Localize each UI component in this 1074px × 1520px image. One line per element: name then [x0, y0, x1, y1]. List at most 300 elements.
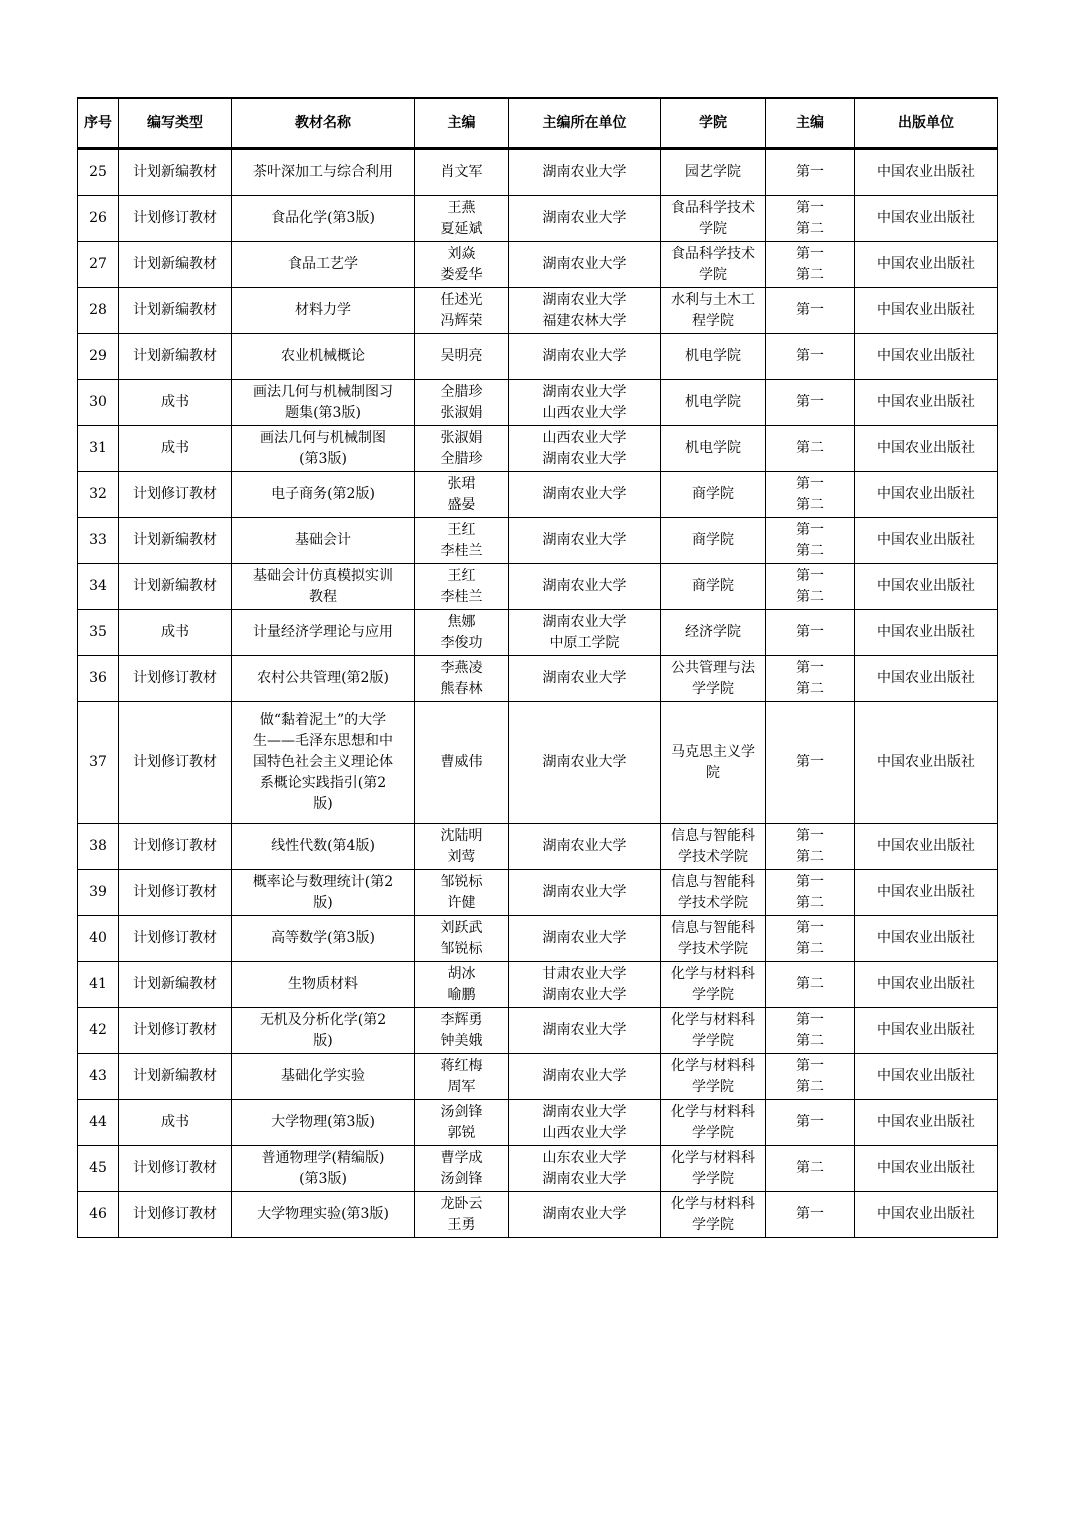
cell-title-line: 画法几何与机械制图习 — [253, 383, 393, 400]
cell-college — [661, 1054, 766, 1100]
cell-college — [661, 1008, 766, 1054]
cell-college — [661, 916, 766, 962]
cell-no: 33 — [78, 518, 119, 564]
cell-college-line: 水利与土木工 — [671, 291, 755, 308]
cell-title-line: 基础会计 — [295, 532, 351, 548]
table-row — [78, 472, 998, 518]
cell-units-line: 湖南农业大学 — [542, 486, 627, 502]
cell-publisher: 中国农业出版社 — [855, 656, 998, 702]
cell-units-line: 湖南农业大学 — [542, 383, 627, 400]
cell-rank-line: 第一 — [796, 873, 824, 890]
cell-editors-line: 全腊珍 — [440, 383, 483, 400]
cell-units — [509, 518, 661, 564]
cell-editors-line: 夏延斌 — [440, 220, 483, 237]
cell-units — [509, 656, 661, 702]
cell-type: 成书 — [119, 610, 232, 656]
table-row — [78, 426, 998, 472]
cell-type: 计划修订教材 — [119, 1192, 232, 1238]
cell-rank-line: 第一 — [796, 245, 824, 262]
cell-no: 29 — [78, 334, 119, 380]
cell-type: 计划新编教材 — [119, 242, 232, 288]
cell-units — [509, 288, 661, 334]
cell-units-line: 湖南农业大学 — [542, 930, 627, 946]
cell-no: 31 — [78, 426, 119, 472]
cell-units-line: 湖南农业大学 — [542, 164, 627, 180]
cell-type: 计划新编教材 — [119, 334, 232, 380]
cell-college-line: 学学院 — [692, 986, 734, 1003]
cell-publisher: 中国农业出版社 — [855, 334, 998, 380]
cell-rank — [766, 962, 855, 1008]
cell-rank-line: 第一 — [796, 754, 824, 770]
cell-college-line: 园艺学院 — [685, 164, 741, 180]
cell-type: 成书 — [119, 380, 232, 426]
cell-college — [661, 1100, 766, 1146]
cell-editors-line: 盛晏 — [447, 496, 476, 513]
cell-college-line: 化学与材料科 — [671, 1103, 755, 1120]
cell-rank — [766, 564, 855, 610]
cell-units — [509, 916, 661, 962]
cell-title — [232, 610, 415, 656]
cell-editors — [415, 426, 509, 472]
table-row — [78, 702, 998, 824]
cell-rank — [766, 1146, 855, 1192]
cell-editors-line: 郭锐 — [447, 1124, 476, 1141]
cell-type: 计划新编教材 — [119, 288, 232, 334]
cell-rank-line: 第一 — [796, 827, 824, 844]
cell-rank-line: 第二 — [796, 266, 824, 283]
cell-college — [661, 702, 766, 824]
textbook-table — [77, 97, 998, 1238]
cell-editors-line: 李桂兰 — [440, 588, 483, 605]
cell-editors-line: 熊春林 — [440, 680, 483, 697]
cell-rank — [766, 656, 855, 702]
cell-units-line: 山西农业大学 — [542, 404, 627, 421]
cell-editors — [415, 1100, 509, 1146]
cell-no: 44 — [78, 1100, 119, 1146]
table-row — [78, 564, 998, 610]
cell-college-line: 商学院 — [692, 532, 734, 548]
cell-editors-line: 全腊珍 — [440, 450, 483, 467]
cell-rank — [766, 518, 855, 564]
cell-title — [232, 1100, 415, 1146]
cell-college — [661, 472, 766, 518]
cell-college — [661, 962, 766, 1008]
cell-editors-line: 吴明亮 — [440, 348, 483, 364]
cell-editors — [415, 149, 509, 196]
cell-publisher: 中国农业出版社 — [855, 518, 998, 564]
cell-publisher: 中国农业出版社 — [855, 1192, 998, 1238]
cell-college — [661, 380, 766, 426]
cell-title-line: 大学物理(第3版) — [271, 1114, 375, 1130]
cell-no: 37 — [78, 702, 119, 824]
cell-no: 28 — [78, 288, 119, 334]
cell-editors-line: 沈陆明 — [440, 827, 483, 844]
cell-no: 41 — [78, 962, 119, 1008]
cell-publisher: 中国农业出版社 — [855, 824, 998, 870]
cell-editors-line: 刘莺 — [447, 848, 476, 865]
cell-editors-line: 汤剑锋 — [440, 1170, 483, 1187]
cell-rank-line: 第一 — [796, 919, 824, 936]
cell-title-line: 生物质材料 — [288, 976, 358, 992]
cell-units-line: 山东农业大学 — [542, 1149, 627, 1166]
cell-title-line: 系概论实践指引(第2 — [259, 775, 387, 791]
table-row — [78, 610, 998, 656]
cell-title-line: 材料力学 — [295, 302, 351, 318]
cell-title-line: 画法几何与机械制图 — [260, 429, 386, 446]
cell-units-line: 湖南农业大学 — [542, 1022, 627, 1038]
cell-type: 成书 — [119, 426, 232, 472]
cell-editors — [415, 1146, 509, 1192]
cell-rank — [766, 334, 855, 380]
cell-college-line: 信息与智能科 — [671, 919, 755, 936]
cell-title — [232, 1146, 415, 1192]
cell-editors — [415, 1008, 509, 1054]
cell-editors-line: 曹威伟 — [440, 754, 483, 770]
cell-editors-line: 邹锐标 — [440, 940, 483, 957]
cell-rank-line: 第二 — [796, 848, 824, 865]
cell-units — [509, 426, 661, 472]
cell-publisher: 中国农业出版社 — [855, 196, 998, 242]
table-row — [78, 196, 998, 242]
cell-editors-line: 王红 — [447, 567, 476, 584]
header-type: 编写类型 — [119, 98, 232, 149]
header-units: 主编所在单位 — [509, 98, 661, 149]
cell-college-line: 学学院 — [692, 1124, 734, 1141]
table-row — [78, 334, 998, 380]
table-row — [78, 242, 998, 288]
cell-publisher: 中国农业出版社 — [855, 380, 998, 426]
cell-college-line: 机电学院 — [685, 348, 741, 364]
cell-college — [661, 870, 766, 916]
cell-editors — [415, 1054, 509, 1100]
cell-editors — [415, 518, 509, 564]
table-row — [78, 656, 998, 702]
cell-no: 39 — [78, 870, 119, 916]
cell-title-line: 题集(第3版) — [285, 404, 361, 421]
cell-college — [661, 1192, 766, 1238]
cell-editors-line: 李桂兰 — [440, 542, 483, 559]
cell-editors — [415, 702, 509, 824]
cell-rank-line: 第一 — [796, 164, 824, 180]
cell-editors-line: 任述光 — [440, 291, 483, 308]
cell-units — [509, 824, 661, 870]
cell-title-line: 茶叶深加工与综合利用 — [253, 164, 393, 180]
cell-no: 46 — [78, 1192, 119, 1238]
header-college: 学院 — [661, 98, 766, 149]
cell-rank-line: 第一 — [796, 624, 824, 640]
cell-title-line: 农业机械概论 — [281, 348, 365, 364]
cell-editors-line: 龙卧云 — [440, 1195, 483, 1212]
cell-no: 36 — [78, 656, 119, 702]
cell-college-line: 学学院 — [692, 1078, 734, 1095]
cell-publisher: 中国农业出版社 — [855, 426, 998, 472]
cell-rank-line: 第一 — [796, 567, 824, 584]
cell-rank — [766, 426, 855, 472]
table-row — [78, 962, 998, 1008]
cell-rank-line: 第二 — [796, 940, 824, 957]
cell-rank-line: 第二 — [796, 542, 824, 559]
cell-title-line: 国特色社会主义理论体 — [253, 754, 393, 770]
cell-title — [232, 288, 415, 334]
cell-no: 34 — [78, 564, 119, 610]
cell-units-line: 湖南农业大学 — [542, 884, 627, 900]
cell-publisher: 中国农业出版社 — [855, 610, 998, 656]
cell-title-line: (第3版) — [299, 450, 347, 467]
cell-college — [661, 518, 766, 564]
cell-units-line: 湖南农业大学 — [542, 1206, 627, 1222]
cell-units-line: 湖南农业大学 — [542, 838, 627, 854]
cell-editors-line: 李俊功 — [440, 634, 483, 651]
table-row — [78, 916, 998, 962]
cell-type: 计划新编教材 — [119, 518, 232, 564]
table-row — [78, 1008, 998, 1054]
cell-title — [232, 1054, 415, 1100]
cell-title — [232, 564, 415, 610]
cell-college-line: 机电学院 — [685, 394, 741, 410]
cell-no: 45 — [78, 1146, 119, 1192]
cell-editors — [415, 824, 509, 870]
cell-type: 计划新编教材 — [119, 962, 232, 1008]
cell-rank-line: 第一 — [796, 348, 824, 364]
cell-no: 25 — [78, 149, 119, 196]
cell-units-line: 湖南农业大学 — [542, 532, 627, 548]
cell-title-line: 概率论与数理统计(第2 — [252, 873, 394, 890]
cell-rank-line: 第二 — [796, 1032, 824, 1049]
cell-college-line: 程学院 — [692, 312, 734, 329]
cell-title — [232, 870, 415, 916]
cell-title-line: 电子商务(第2版) — [271, 486, 375, 502]
cell-units — [509, 962, 661, 1008]
cell-rank-line: 第一 — [796, 659, 824, 676]
cell-title-line: 版) — [313, 796, 333, 812]
cell-college — [661, 426, 766, 472]
cell-rank — [766, 288, 855, 334]
cell-editors-line: 张淑娟 — [440, 429, 483, 446]
cell-editors-line: 刘焱 — [447, 245, 476, 262]
cell-rank — [766, 1192, 855, 1238]
header-editors: 主编 — [415, 98, 509, 149]
cell-publisher: 中国农业出版社 — [855, 702, 998, 824]
cell-title-line: 普通物理学(精编版) — [261, 1149, 385, 1166]
cell-editors-line: 刘跃武 — [440, 919, 483, 936]
cell-units-line: 湖南农业大学 — [542, 1170, 627, 1187]
cell-editors — [415, 334, 509, 380]
cell-editors-line: 周军 — [447, 1078, 476, 1095]
cell-rank-line: 第一 — [796, 394, 824, 410]
cell-rank — [766, 242, 855, 288]
cell-units-line: 湖南农业大学 — [542, 613, 627, 630]
cell-rank-line: 第一 — [796, 302, 824, 318]
cell-college — [661, 656, 766, 702]
cell-title — [232, 472, 415, 518]
cell-title-line: 农村公共管理(第2版) — [257, 670, 389, 686]
cell-editors-line: 王勇 — [447, 1216, 476, 1233]
table-row — [78, 380, 998, 426]
cell-publisher: 中国农业出版社 — [855, 288, 998, 334]
cell-college — [661, 610, 766, 656]
cell-rank — [766, 1054, 855, 1100]
cell-publisher: 中国农业出版社 — [855, 564, 998, 610]
header-rank: 主编 — [766, 98, 855, 149]
cell-type: 计划修订教材 — [119, 1008, 232, 1054]
cell-publisher: 中国农业出版社 — [855, 242, 998, 288]
cell-units-line: 中原工学院 — [549, 634, 620, 651]
cell-publisher: 中国农业出版社 — [855, 472, 998, 518]
cell-editors — [415, 610, 509, 656]
cell-type: 计划新编教材 — [119, 564, 232, 610]
cell-publisher: 中国农业出版社 — [855, 962, 998, 1008]
cell-units-line: 山西农业大学 — [542, 429, 627, 446]
cell-college-line: 学技术学院 — [678, 940, 748, 957]
cell-title-line: 线性代数(第4版) — [271, 838, 375, 854]
cell-units — [509, 380, 661, 426]
cell-units — [509, 334, 661, 380]
cell-editors-line: 李燕凌 — [440, 659, 483, 676]
cell-units-line: 湖南农业大学 — [542, 210, 627, 226]
cell-college-line: 学技术学院 — [678, 894, 748, 911]
table-row — [78, 1146, 998, 1192]
cell-title-line: 做“黏着泥土”的大学 — [259, 712, 387, 728]
cell-editors — [415, 1192, 509, 1238]
table-row — [78, 518, 998, 564]
table-row — [78, 1100, 998, 1146]
table-row — [78, 1192, 998, 1238]
cell-editors-line: 张淑娟 — [440, 404, 483, 421]
cell-publisher: 中国农业出版社 — [855, 916, 998, 962]
cell-publisher: 中国农业出版社 — [855, 1054, 998, 1100]
cell-title-line: 计量经济学理论与应用 — [253, 624, 393, 640]
header-row — [78, 98, 998, 149]
cell-title-line: 食品化学(第3版) — [271, 210, 375, 226]
cell-title — [232, 916, 415, 962]
table-row — [78, 870, 998, 916]
cell-type: 计划修订教材 — [119, 656, 232, 702]
cell-title-line: 教程 — [309, 588, 337, 605]
cell-units — [509, 702, 661, 824]
cell-units-line: 湖南农业大学 — [542, 291, 627, 308]
cell-editors-line: 蒋红梅 — [440, 1057, 483, 1074]
cell-units — [509, 196, 661, 242]
cell-college-line: 化学与材料科 — [671, 1057, 755, 1074]
cell-editors — [415, 472, 509, 518]
cell-title — [232, 1192, 415, 1238]
cell-units-line: 湖南农业大学 — [542, 670, 627, 686]
cell-no: 43 — [78, 1054, 119, 1100]
cell-editors — [415, 656, 509, 702]
cell-college — [661, 824, 766, 870]
cell-units — [509, 472, 661, 518]
cell-college-line: 化学与材料科 — [671, 1011, 755, 1028]
table-row — [78, 288, 998, 334]
cell-college-line: 化学与材料科 — [671, 1149, 755, 1166]
cell-title — [232, 149, 415, 196]
cell-type: 计划修订教材 — [119, 824, 232, 870]
cell-title — [232, 242, 415, 288]
cell-units — [509, 1192, 661, 1238]
cell-title-line: (第3版) — [299, 1170, 347, 1187]
header-no: 序号 — [78, 98, 119, 149]
cell-title — [232, 334, 415, 380]
cell-no: 40 — [78, 916, 119, 962]
cell-type: 计划修订教材 — [119, 1146, 232, 1192]
cell-no: 38 — [78, 824, 119, 870]
cell-title — [232, 824, 415, 870]
cell-rank-line: 第一 — [796, 475, 824, 492]
cell-rank — [766, 149, 855, 196]
cell-editors-line: 胡冰 — [447, 965, 476, 982]
cell-no: 30 — [78, 380, 119, 426]
cell-title-line: 生——毛泽东思想和中 — [253, 733, 393, 749]
cell-college-line: 公共管理与法 — [671, 659, 755, 676]
cell-units — [509, 564, 661, 610]
cell-college-line: 经济学院 — [685, 624, 741, 640]
cell-units — [509, 242, 661, 288]
cell-rank-line: 第二 — [796, 1078, 824, 1095]
cell-editors-line: 喻鹏 — [447, 986, 476, 1003]
cell-no: 27 — [78, 242, 119, 288]
cell-college-line: 马克思主义学 — [671, 743, 755, 760]
cell-editors-line: 王燕 — [447, 199, 476, 216]
cell-title-line: 大学物理实验(第3版) — [257, 1206, 389, 1222]
cell-editors-line: 肖文军 — [440, 164, 483, 180]
cell-rank — [766, 380, 855, 426]
cell-units-line: 湖南农业大学 — [542, 256, 627, 272]
cell-units-line: 湖南农业大学 — [542, 754, 627, 770]
cell-college-line: 商学院 — [692, 578, 734, 594]
cell-type: 成书 — [119, 1100, 232, 1146]
cell-college-line: 商学院 — [692, 486, 734, 502]
cell-editors-line: 张珺 — [447, 475, 476, 492]
cell-no: 26 — [78, 196, 119, 242]
cell-editors — [415, 962, 509, 1008]
cell-type: 计划修订教材 — [119, 916, 232, 962]
cell-title-line: 版) — [313, 894, 333, 911]
cell-rank — [766, 1100, 855, 1146]
cell-no: 32 — [78, 472, 119, 518]
cell-title — [232, 380, 415, 426]
cell-units — [509, 1100, 661, 1146]
table-row — [78, 824, 998, 870]
cell-units-line: 湖南农业大学 — [542, 450, 627, 467]
cell-units-line: 湖南农业大学 — [542, 1068, 627, 1084]
cell-rank-line: 第一 — [796, 1011, 824, 1028]
cell-title-line: 食品工艺学 — [288, 256, 358, 272]
cell-college — [661, 334, 766, 380]
cell-no: 42 — [78, 1008, 119, 1054]
cell-title — [232, 426, 415, 472]
cell-units — [509, 870, 661, 916]
cell-editors-line: 曹学成 — [440, 1149, 483, 1166]
cell-publisher: 中国农业出版社 — [855, 870, 998, 916]
table-row — [78, 149, 998, 196]
cell-no: 35 — [78, 610, 119, 656]
cell-title-line: 版) — [313, 1032, 333, 1049]
cell-units-line: 山西农业大学 — [542, 1124, 627, 1141]
cell-rank-line: 第一 — [796, 1206, 824, 1222]
cell-college-line: 学学院 — [692, 1170, 734, 1187]
cell-rank — [766, 824, 855, 870]
cell-rank — [766, 702, 855, 824]
cell-editors-line: 焦娜 — [447, 613, 476, 630]
cell-editors-line: 汤剑锋 — [440, 1103, 483, 1120]
cell-editors — [415, 564, 509, 610]
cell-rank — [766, 196, 855, 242]
cell-title — [232, 1008, 415, 1054]
cell-rank — [766, 1008, 855, 1054]
cell-title-line: 基础会计仿真模拟实训 — [253, 567, 393, 584]
cell-college-line: 学学院 — [692, 1216, 734, 1233]
cell-units — [509, 610, 661, 656]
